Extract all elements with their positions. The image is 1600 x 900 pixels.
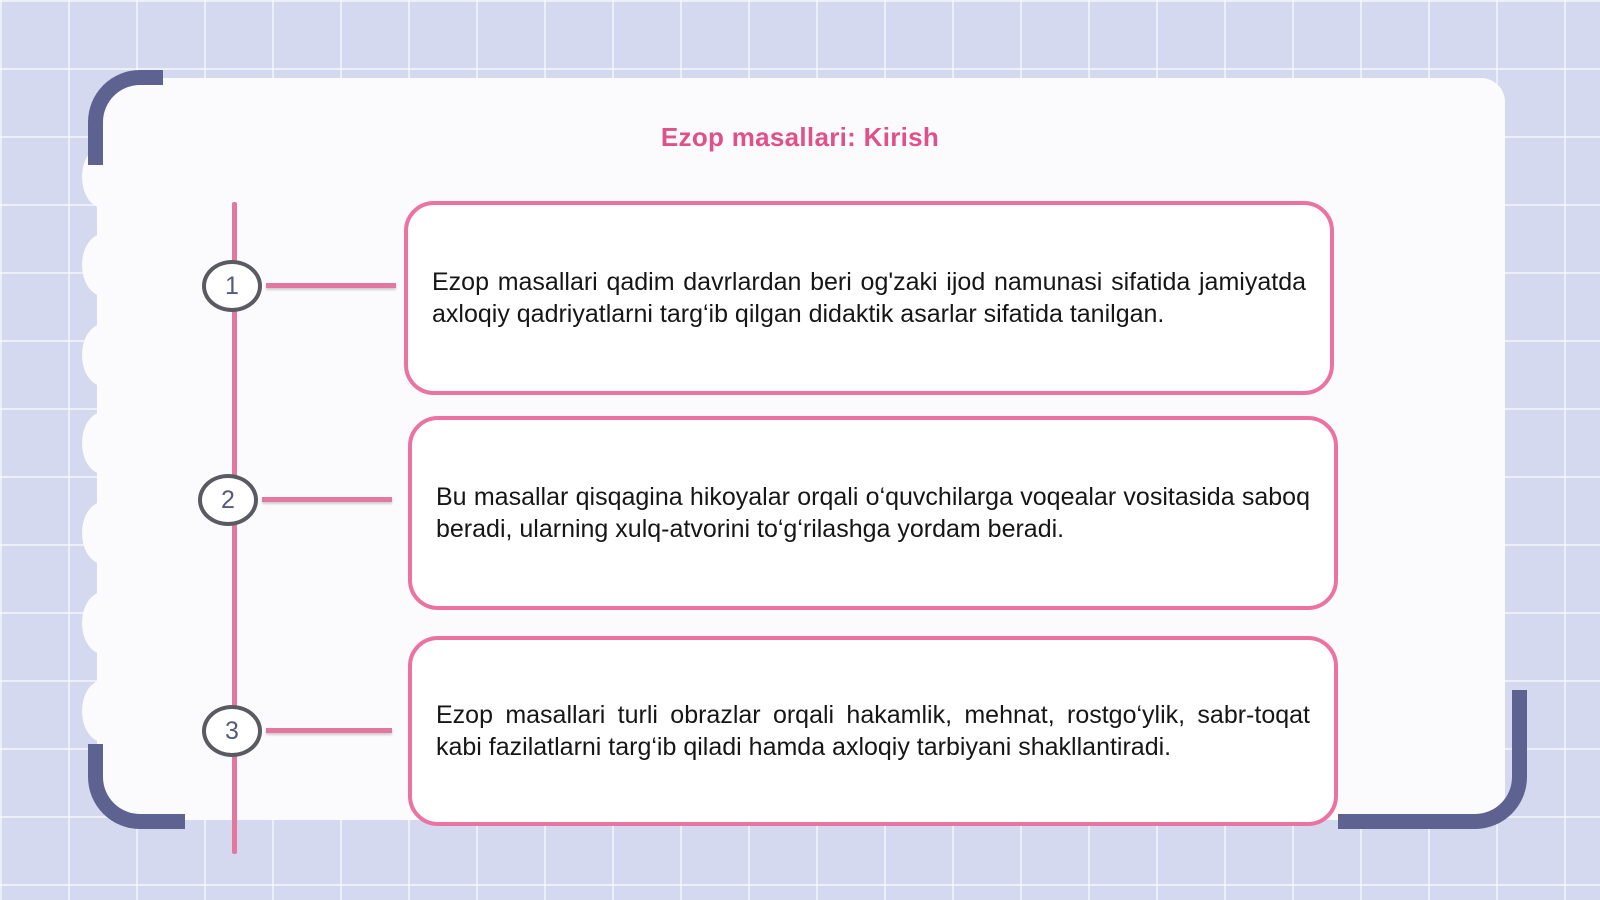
card-scallop-edge — [82, 412, 124, 474]
card-scallop-edge — [82, 324, 124, 386]
card-scallop-edge — [82, 234, 124, 296]
content-text-1: Ezop masallari qadim davrlardan beri og'zaki ijod namunasi sifatida jamiyatda axloqiy qadriyatlarni targ‘ib qilgan didaktik asarlar sifatida tanilgan. — [432, 268, 1306, 328]
card-scallop-edge — [82, 502, 124, 564]
content-text-3: Ezop masallari turli obrazlar orqali hakamlik, mehnat, rostgo‘ylik, sabr-toqat kabi fazilatlarni targ‘ib qiladi hamda axloqiy tarbiyani shakllantiradi. — [436, 701, 1310, 761]
frame-corner-bottom-right — [1338, 690, 1527, 829]
frame-corner-bottom-left — [88, 744, 185, 829]
timeline-marker-2: 2 — [198, 474, 258, 526]
timeline-connector — [266, 728, 392, 733]
timeline-connector — [266, 283, 396, 288]
card-scallop-edge — [82, 680, 124, 742]
content-box-3 — [408, 636, 1338, 826]
content-box-2 — [408, 416, 1338, 610]
timeline-connector — [262, 497, 392, 502]
slide-title: Ezop masallari: Kirish — [660, 122, 940, 152]
content-box-1 — [404, 201, 1334, 395]
card-scallop-edge — [82, 592, 124, 654]
content-text-2: Bu masallar qisqagina hikoyalar orqali o‘quvchilarga voqealar vositasida saboq beradi, ularning xulq-atvorini to‘g‘rilashga yordam beradi. — [436, 483, 1310, 543]
timeline-marker-3: 3 — [202, 705, 262, 757]
timeline-marker-1: 1 — [202, 260, 262, 312]
